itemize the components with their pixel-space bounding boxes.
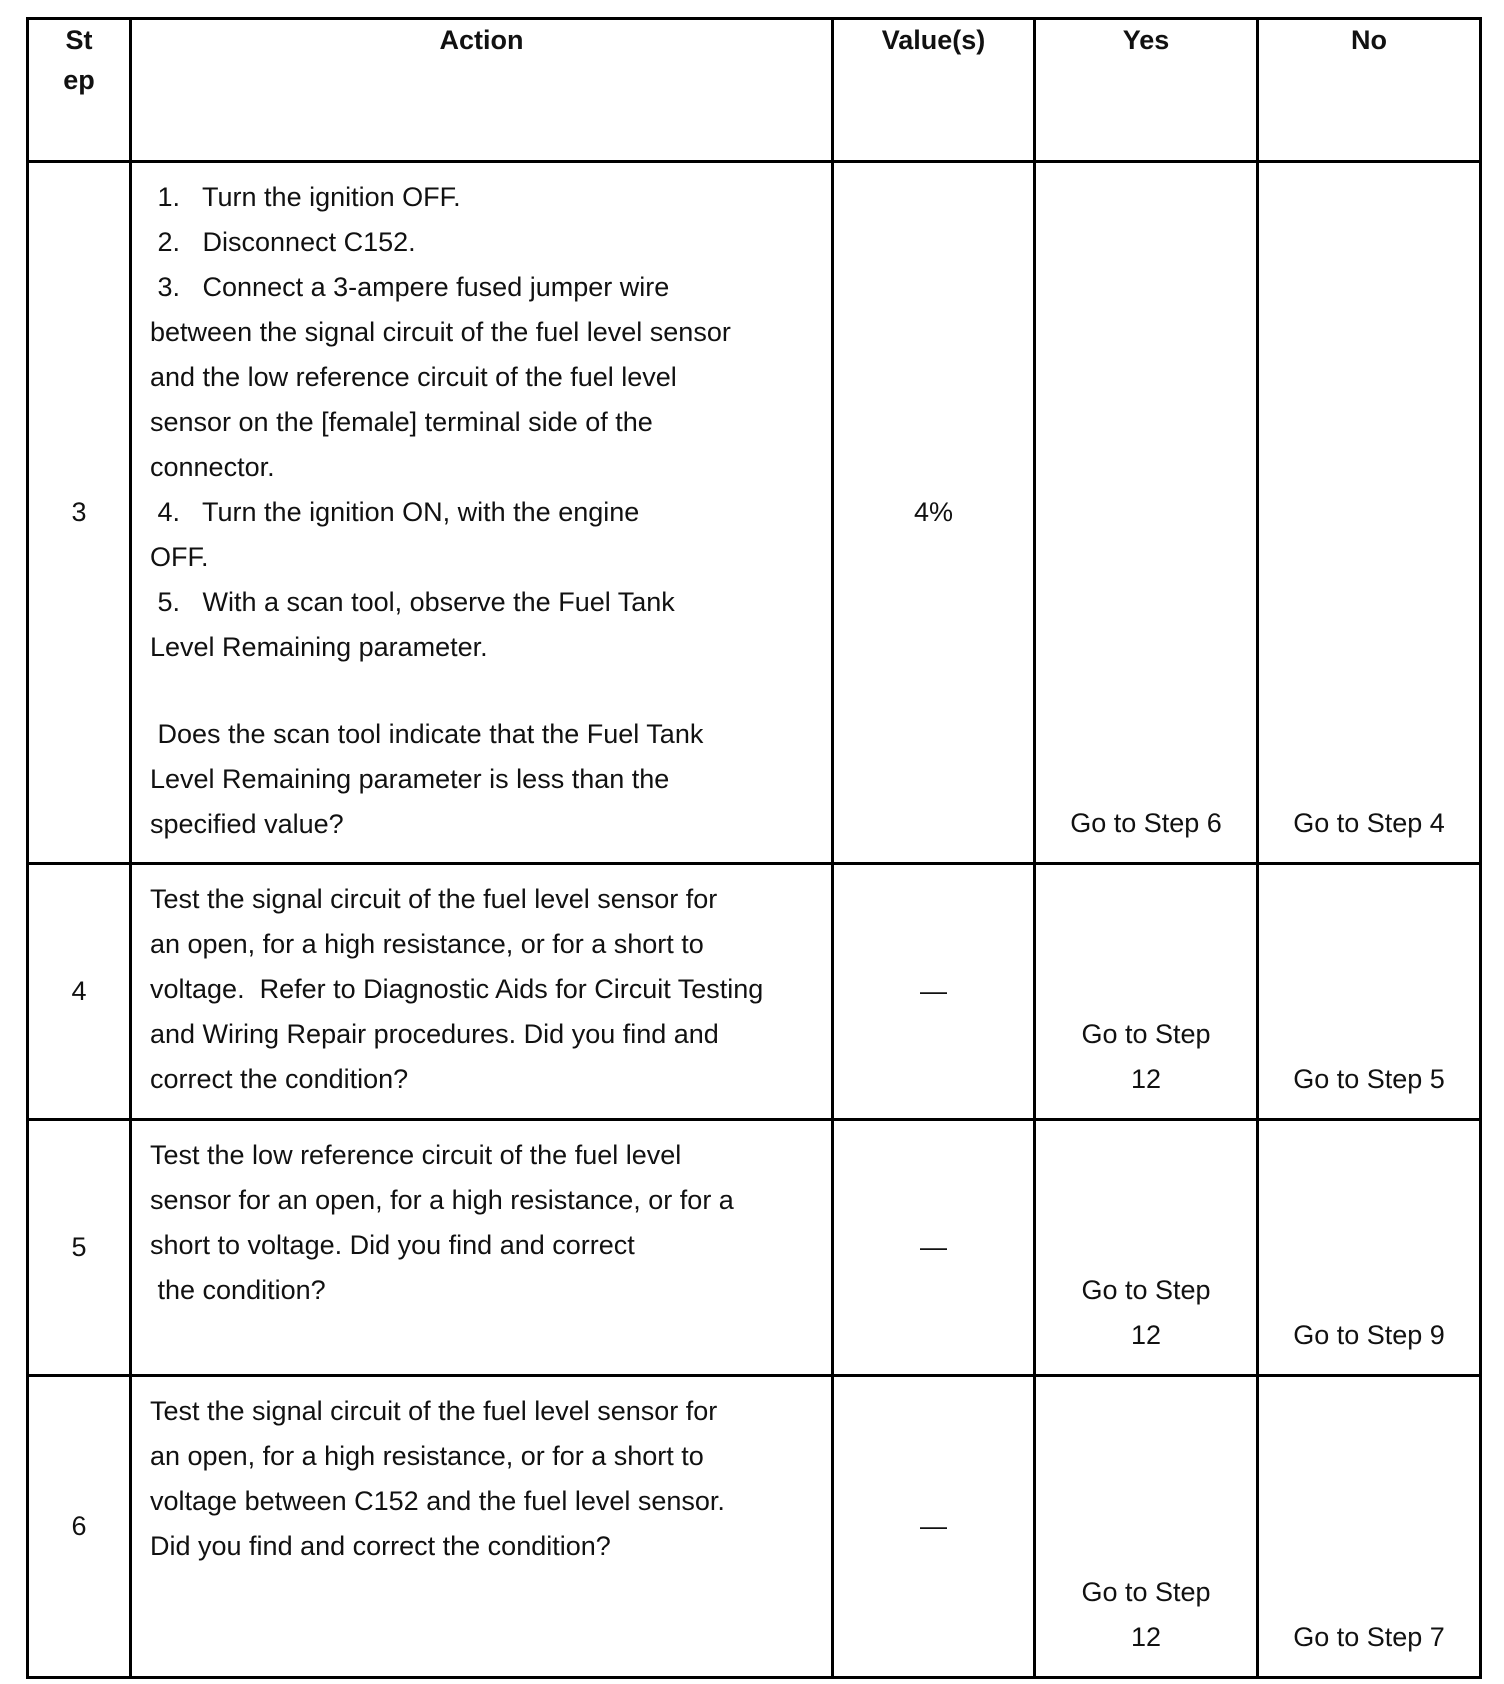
action-line: an open, for a high resistance, or for a short to	[150, 1441, 704, 1471]
no-cell	[1258, 1120, 1481, 1376]
yes-cell	[1035, 864, 1258, 1120]
table-row	[28, 162, 1481, 864]
no-go-to-step: Go to Step 9	[1293, 1320, 1445, 1350]
header-values: Value(s)	[833, 19, 1035, 162]
header-row	[28, 19, 1481, 162]
action-line: voltage between C152 and the fuel level sensor.	[150, 1486, 725, 1516]
action-cell	[131, 1376, 833, 1678]
yes-cell	[1035, 1120, 1258, 1376]
action-line: Test the signal circuit of the fuel level sensor for	[150, 884, 718, 914]
table-row	[28, 864, 1481, 1120]
yes-step-number: 12	[1130, 1622, 1162, 1652]
action-line: Test the signal circuit of the fuel level sensor for	[150, 1396, 718, 1426]
yes-step-number: 12	[1130, 1320, 1162, 1350]
action-line: between the signal circuit of the fuel level sensor	[150, 317, 731, 347]
header-step-line-2: ep	[63, 65, 95, 95]
action-cell	[131, 864, 833, 1120]
action-line: 3. Connect a 3-ampere fused jumper wire	[150, 272, 670, 302]
action-cell	[131, 162, 833, 864]
action-line: voltage. Refer to Diagnostic Aids for Circuit Testing	[150, 974, 764, 1004]
action-line: connector.	[150, 452, 275, 482]
value-cell: —	[833, 1376, 1035, 1678]
no-cell	[1258, 1376, 1481, 1678]
no-cell	[1258, 162, 1481, 864]
no-go-to-step: Go to Step 7	[1293, 1622, 1445, 1652]
header-yes: Yes	[1035, 19, 1258, 162]
action-line: Does the scan tool indicate that the Fuel Tank	[150, 719, 704, 749]
yes-go-to-step: Go to Step	[1081, 1019, 1211, 1049]
action-line: sensor on the [female] terminal side of the	[150, 407, 653, 437]
action-line: Level Remaining parameter is less than the	[150, 764, 670, 794]
yes-step-number: 12	[1130, 1064, 1162, 1094]
header-no: No	[1258, 19, 1481, 162]
no-go-to-step: Go to Step 4	[1293, 808, 1445, 838]
action-line: 2. Disconnect C152.	[150, 227, 416, 257]
action-line	[150, 670, 817, 712]
yes-cell	[1035, 1376, 1258, 1678]
action-line: 4. Turn the ignition ON, with the engine	[150, 497, 640, 527]
header-step	[28, 19, 131, 162]
header-action: Action	[131, 19, 833, 162]
action-line: 1. Turn the ignition OFF.	[150, 182, 461, 212]
yes-go-to-step: Go to Step	[1081, 1577, 1211, 1607]
action-line: Did you find and correct the condition?	[150, 1531, 611, 1561]
action-line: the condition?	[150, 1275, 326, 1305]
step-number: 3	[28, 162, 131, 864]
value-cell: —	[833, 864, 1035, 1120]
table-row	[28, 1120, 1481, 1376]
step-number: 6	[28, 1376, 131, 1678]
action-line: 5. With a scan tool, observe the Fuel Tank	[150, 587, 675, 617]
step-number: 4	[28, 864, 131, 1120]
yes-go-to-step: Go to Step	[1081, 1275, 1211, 1305]
action-line: Test the low reference circuit of the fuel level	[150, 1140, 682, 1170]
action-line: Level Remaining parameter.	[150, 632, 488, 662]
value-cell: 4%	[833, 162, 1035, 864]
diagnostic-table	[26, 17, 1482, 1679]
value-cell: —	[833, 1120, 1035, 1376]
no-go-to-step: Go to Step 5	[1293, 1064, 1445, 1094]
table-row	[28, 1376, 1481, 1678]
header-step-line-1: St	[65, 25, 93, 55]
action-line: sensor for an open, for a high resistance, or for a	[150, 1185, 734, 1215]
step-number: 5	[28, 1120, 131, 1376]
action-cell	[131, 1120, 833, 1376]
yes-go-to-step: Go to Step 6	[1070, 808, 1222, 838]
action-line: specified value?	[150, 809, 344, 839]
action-line: short to voltage. Did you find and correct	[150, 1230, 635, 1260]
action-line: correct the condition?	[150, 1064, 409, 1094]
action-line: OFF.	[150, 542, 209, 572]
action-line: and the low reference circuit of the fuel level	[150, 362, 677, 392]
no-cell	[1258, 864, 1481, 1120]
action-line: an open, for a high resistance, or for a short to	[150, 929, 704, 959]
action-line: and Wiring Repair procedures. Did you find and	[150, 1019, 719, 1049]
yes-cell	[1035, 162, 1258, 864]
